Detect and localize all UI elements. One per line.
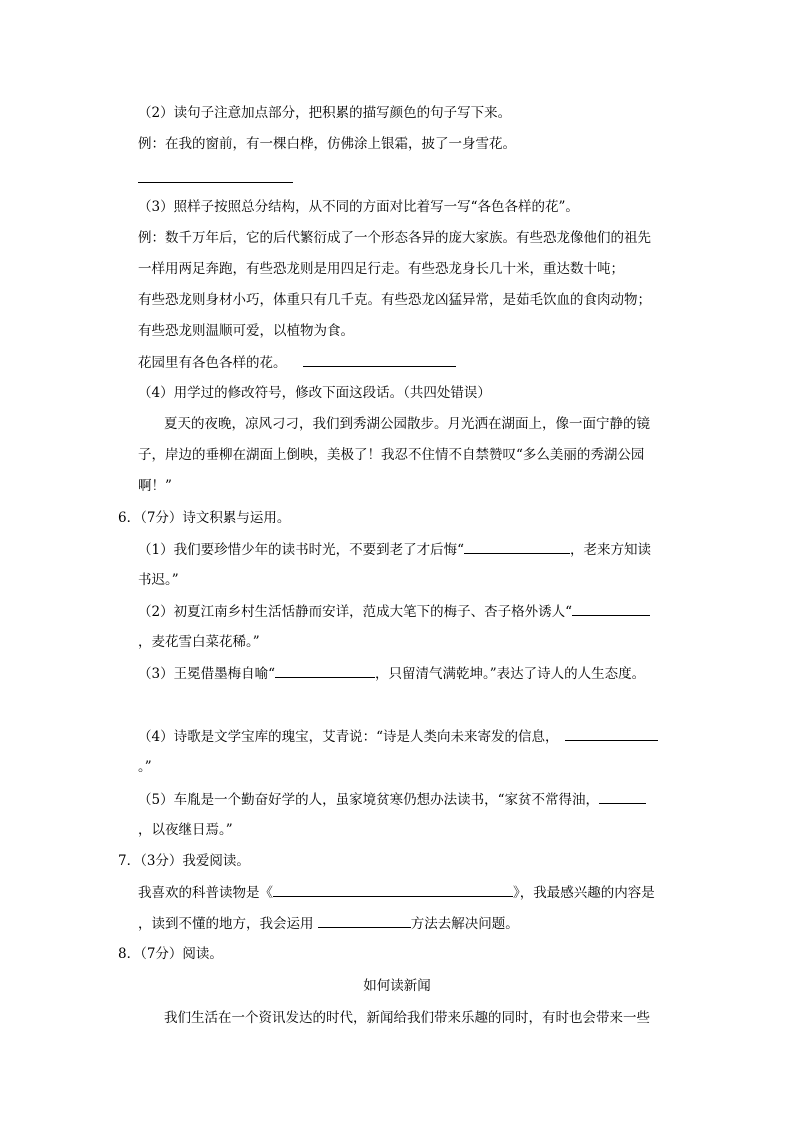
q6-sub4-cont: 。” <box>138 759 152 775</box>
q7-line1-text: 》，我最感兴趣的内容是 <box>513 885 655 901</box>
q5-sub2-answer-blank[interactable] <box>138 182 293 183</box>
q6-sub1-text: ，老来方知读 <box>570 542 651 558</box>
q6-sub2-blank[interactable] <box>572 601 650 616</box>
q5-sub2-prompt: （2）读句子注意加点部分，把积累的描写颜色的句子写下来。 <box>138 105 512 121</box>
q5-sub3-answer-blank[interactable] <box>303 352 456 367</box>
q7-line1 <box>138 882 655 902</box>
q8-heading: 8．（7分）阅读。 <box>118 946 223 962</box>
q6-sub5-text: （5）车胤是一个勤奋好学的人，虽家境贫寒仍想办法读书，“家贫不常得油， <box>138 792 599 808</box>
q6-sub2-cont: ，麦花雪白菜花稀。” <box>138 634 260 650</box>
q5-sub4-passage-line: 夏天的夜晚，凉风刁刁，我们到秀湖公园散步。月光洒在湖面上，像一面宁静的镜 <box>164 416 650 432</box>
q7-method-blank[interactable] <box>318 913 411 928</box>
q6-sub1-text: （1）我们要珍惜少年的读书时光，不要到老了才后悔“ <box>138 542 464 558</box>
q6-sub2 <box>138 601 650 621</box>
q5-sub4-passage-line: 子，岸边的垂柳在湖面上倒映，美极了！我忍不住情不自禁赞叹“多么美丽的秀湖公园 <box>138 447 645 463</box>
q6-sub3-text: （3）王冕借墨梅自喻“ <box>138 666 275 682</box>
q6-sub1-cont: 书迟。” <box>138 572 179 588</box>
article-paragraph: 我们生活在一个资讯发达的时代，新闻给我们带来乐趣的同时，有时也会带来一些 <box>164 1010 650 1026</box>
q5-sub2-example: 例：在我的窗前，有一棵白桦，仿佛涂上银霜，披了一身雪花。 <box>138 136 516 152</box>
q5-sub3-answer-line <box>138 352 456 372</box>
q6-sub1 <box>138 539 651 559</box>
q5-sub4-passage-line: 啊！” <box>138 478 172 494</box>
q6-sub3-blank[interactable] <box>275 663 375 678</box>
q6-sub5-cont: ，以夜继日焉。” <box>138 822 233 838</box>
q6-sub1-blank[interactable] <box>464 539 570 554</box>
q6-sub3 <box>138 663 645 683</box>
q7-line2-text: 方法去解决问题。 <box>410 916 519 932</box>
q7-line1-text: 我喜欢的科普读物是《 <box>138 885 273 901</box>
q5-sub3-example-line: 有些恐龙则身材小巧，体重只有几千克。有些恐龙凶猛异常，是茹毛饮血的食肉动物； <box>138 292 651 308</box>
q5-sub3-example-line: 例：数千万年后，它的后代繁衍成了一个形态各异的庞大家族。有些恐龙像他们的祖先 <box>138 230 651 246</box>
q6-heading: 6．（7分）诗文积累与运用。 <box>118 510 291 526</box>
q5-sub3-answer-prefix: 花园里有各色各样的花。 <box>138 355 287 371</box>
q5-sub3-example-line: 一样用两足奔跑，有些恐龙则是用四足行走。有些恐龙身长几十米，重达数十吨； <box>138 261 624 277</box>
q6-sub4-blank[interactable] <box>565 726 658 741</box>
q5-sub4-prompt: （4）用学过的修改符号，修改下面这段话。（共四处错误） <box>138 385 491 401</box>
q5-sub3-example-line: 有些恐龙则温顺可爱，以植物为食。 <box>138 323 354 339</box>
q6-sub4 <box>138 726 658 746</box>
q7-book-blank[interactable] <box>273 882 513 897</box>
q6-sub5-blank[interactable] <box>599 789 646 804</box>
q5-sub3-prompt: （3）照样子按照总分结构，从不同的方面对比着写一写“各色各样的花”。 <box>138 199 579 215</box>
q6-sub5 <box>138 789 646 809</box>
q6-sub3-text: ，只留清气满乾坤。”表达了诗人的人生态度。 <box>375 666 646 682</box>
article-title: 如何读新闻 <box>363 978 431 994</box>
q6-sub2-text: （2）初夏江南乡村生活恬静而安详，范成大笔下的梅子、杏子格外诱人“ <box>138 604 572 620</box>
q7-line2-text: ，读到不懂的地方，我会运用 <box>138 916 318 932</box>
q6-sub4-text: （4）诗歌是文学宝库的瑰宝，艾青说：“诗是人类向未来寄发的信息， <box>138 729 559 745</box>
q7-line2 <box>138 913 519 933</box>
q7-heading: 7．（3分）我爱阅读。 <box>118 853 250 869</box>
